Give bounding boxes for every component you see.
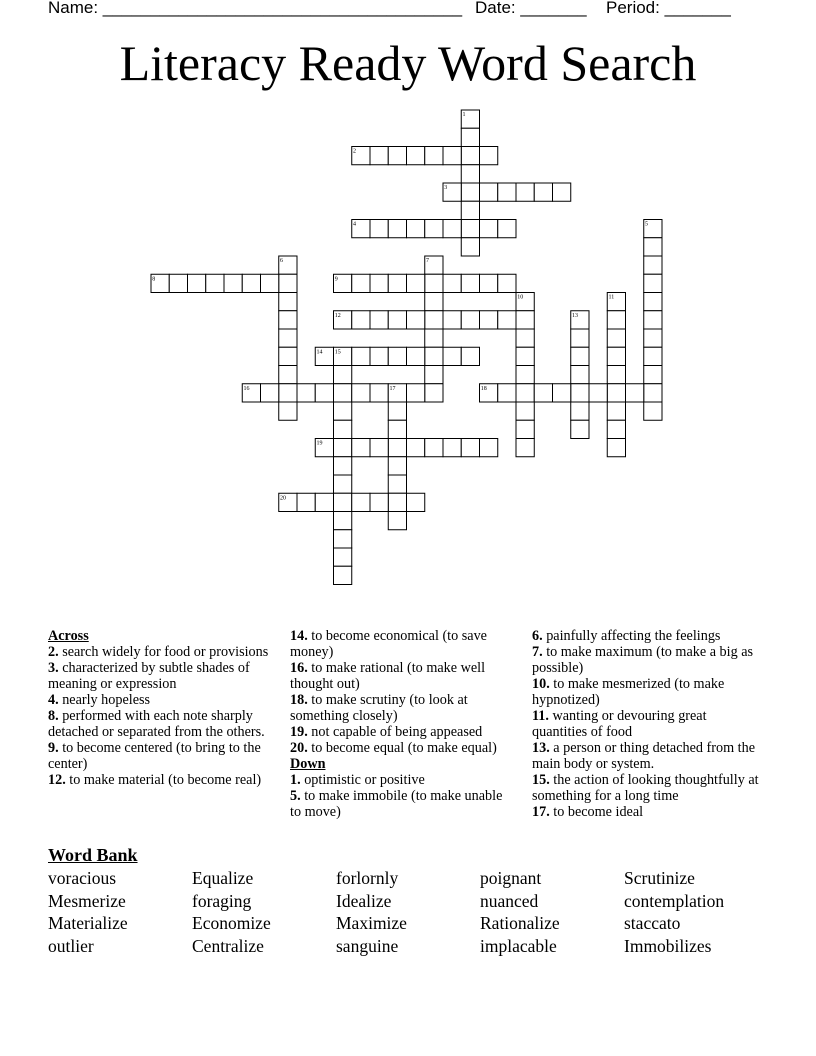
crossword-cell[interactable]	[644, 256, 662, 274]
clue-number-label: 8	[152, 276, 156, 283]
crossword-cell[interactable]	[461, 128, 479, 146]
clue-number: 19.	[290, 724, 308, 740]
crossword-cell[interactable]	[261, 274, 279, 292]
crossword-cell[interactable]	[388, 420, 406, 438]
period-field[interactable]: Period: _______	[606, 0, 731, 17]
crossword-cell[interactable]	[370, 311, 388, 329]
crossword-cell[interactable]	[370, 384, 388, 402]
down-clue	[532, 676, 762, 708]
clue-text: search widely for food or provisions	[58, 644, 269, 660]
down-clue	[532, 644, 762, 676]
clue-text: a person or thing detached from the main body or system.	[532, 740, 755, 772]
crossword-cell[interactable]	[607, 311, 625, 329]
crossword-cell[interactable]	[334, 402, 352, 420]
crossword-cell[interactable]	[644, 366, 662, 384]
clues-col2	[290, 628, 515, 820]
crossword-cell[interactable]	[334, 548, 352, 566]
crossword-cell[interactable]	[242, 274, 260, 292]
clue-number-label: 15	[334, 349, 341, 356]
crossword-cell[interactable]	[315, 493, 333, 511]
crossword-cell[interactable]	[443, 147, 461, 165]
crossword-cell[interactable]	[461, 439, 479, 457]
crossword-cell[interactable]	[516, 329, 534, 347]
word-bank-item: sanguine	[336, 935, 399, 956]
clue-number-label: 10	[517, 294, 524, 301]
clue-text: not capable of being appeased	[307, 724, 483, 740]
crossword-cell[interactable]	[571, 384, 589, 402]
crossword-cell[interactable]	[607, 384, 625, 402]
across-clue	[48, 708, 288, 740]
crossword-cell[interactable]	[498, 384, 516, 402]
clue-number-label: 2	[352, 148, 356, 155]
clue-number-label: 13	[571, 312, 578, 319]
clue-number: 6.	[532, 628, 543, 644]
crossword-cell[interactable]	[461, 347, 479, 365]
crossword-cell[interactable]	[516, 347, 534, 365]
crossword-cell[interactable]	[644, 347, 662, 365]
crossword-cell[interactable]	[516, 384, 534, 402]
crossword-cell[interactable]	[279, 366, 297, 384]
across-clue	[290, 628, 515, 660]
crossword-cell[interactable]	[571, 420, 589, 438]
clue-text: to make material (to become real)	[65, 772, 262, 788]
crossword-cell[interactable]	[388, 311, 406, 329]
crossword-cell[interactable]	[388, 512, 406, 530]
crossword-cell[interactable]	[388, 347, 406, 365]
crossword-cell[interactable]	[589, 384, 607, 402]
clue-text: to become ideal	[549, 804, 644, 820]
crossword-cell[interactable]	[279, 311, 297, 329]
crossword-cell[interactable]	[571, 347, 589, 365]
crossword-cell[interactable]	[516, 183, 534, 201]
crossword-cell[interactable]	[534, 183, 552, 201]
crossword-cell[interactable]	[461, 201, 479, 219]
crossword-cell[interactable]	[480, 274, 498, 292]
crossword-cell[interactable]	[498, 311, 516, 329]
clue-number-label: 7	[425, 258, 429, 264]
crossword-cell[interactable]	[644, 274, 662, 292]
across-clue	[48, 772, 288, 788]
clue-text: performed with each note sharply detached or separated from the others.	[48, 708, 265, 740]
crossword-cell[interactable]	[571, 366, 589, 384]
crossword-cell[interactable]	[407, 384, 425, 402]
crossword-cell[interactable]	[188, 274, 206, 292]
crossword-cell[interactable]	[370, 220, 388, 238]
crossword-cell[interactable]	[388, 220, 406, 238]
crossword-cell[interactable]	[607, 420, 625, 438]
across-clues-col1	[48, 628, 288, 788]
clue-text: to make maximum (to make a big as possible)	[532, 644, 754, 676]
crossword-cell[interactable]	[607, 366, 625, 384]
clue-number: 20.	[290, 740, 308, 756]
word-bank-item: Economize	[192, 913, 271, 933]
crossword-cell[interactable]	[644, 384, 662, 402]
crossword-cell[interactable]	[297, 493, 315, 511]
crossword-cell[interactable]	[516, 366, 534, 384]
word-bank-item: implacable	[480, 935, 557, 956]
crossword-cell[interactable]	[644, 311, 662, 329]
crossword-cell[interactable]	[334, 384, 352, 402]
crossword-cell[interactable]	[516, 420, 534, 438]
crossword-cell[interactable]	[425, 366, 443, 384]
clue-number-label: 1	[462, 112, 466, 118]
crossword-cell[interactable]	[461, 183, 479, 201]
word-bank-item: Scrutinize	[624, 868, 695, 888]
clue-text: characterized by subtle shades of meaning or expression	[48, 660, 250, 692]
clue-text: to make immobile (to make unable to move)	[290, 788, 503, 820]
crossword-cell[interactable]	[334, 530, 352, 548]
crossword-cell[interactable]	[425, 439, 443, 457]
down-clue	[532, 628, 762, 644]
clue-text: to become economical (to save money)	[290, 628, 487, 660]
across-clue	[48, 644, 288, 660]
crossword-cell[interactable]	[388, 493, 406, 511]
crossword-cell[interactable]	[315, 384, 333, 402]
clue-number-label: 19	[316, 440, 323, 447]
crossword-cell[interactable]	[352, 311, 370, 329]
word-bank-item: Equalize	[192, 868, 254, 888]
crossword-cell[interactable]	[352, 274, 370, 292]
crossword-cell[interactable]	[461, 311, 479, 329]
crossword-cell[interactable]	[498, 274, 516, 292]
word-bank-item: poignant	[480, 868, 542, 888]
crossword-cell[interactable]	[480, 439, 498, 457]
crossword-cell[interactable]	[352, 493, 370, 511]
crossword-cell[interactable]	[334, 439, 352, 457]
crossword-cell[interactable]	[516, 439, 534, 457]
word-bank-item: Rationalize	[480, 913, 560, 933]
clue-number: 11.	[532, 708, 549, 724]
clue-number: 17.	[532, 804, 550, 820]
crossword-cell[interactable]	[443, 439, 461, 457]
clue-text: to become centered (to bring to the center)	[48, 740, 261, 772]
crossword-cell[interactable]	[279, 402, 297, 420]
clue-text: nearly hopeless	[58, 692, 151, 708]
word-bank-item: Maximize	[336, 913, 407, 933]
clue-text: to make rational (to make well thought out)	[290, 660, 486, 692]
word-bank-item: voracious	[48, 868, 117, 888]
crossword-cell[interactable]	[425, 384, 443, 402]
crossword-cell[interactable]	[607, 402, 625, 420]
crossword-cell[interactable]	[279, 274, 297, 292]
across-clue	[48, 660, 288, 692]
word-bank-item: Immobilizes	[624, 935, 712, 956]
crossword-cell[interactable]	[297, 384, 315, 402]
crossword-cell[interactable]	[279, 293, 297, 311]
crossword-cell[interactable]	[443, 274, 461, 292]
down-clue	[532, 772, 762, 804]
clue-number: 16.	[290, 660, 308, 676]
clue-number: 9.	[48, 740, 59, 756]
word-bank-item: Centralize	[192, 935, 264, 956]
word-bank-item: contemplation	[624, 890, 725, 911]
crossword-cell[interactable]	[407, 493, 425, 511]
crossword-cell[interactable]	[388, 274, 406, 292]
crossword-cell[interactable]	[334, 420, 352, 438]
crossword-cell[interactable]	[498, 220, 516, 238]
clue-number: 1.	[290, 772, 301, 788]
crossword-cell[interactable]	[443, 347, 461, 365]
clue-text: optimistic or positive	[300, 772, 425, 788]
crossword-cell[interactable]	[334, 366, 352, 384]
crossword-cell[interactable]	[480, 220, 498, 238]
word-bank-item: foraging	[192, 890, 252, 911]
crossword-cell[interactable]	[571, 402, 589, 420]
crossword-cell[interactable]	[516, 402, 534, 420]
clue-number: 7.	[532, 644, 543, 660]
down-clues-col3	[532, 628, 762, 820]
crossword-cell[interactable]	[261, 384, 279, 402]
clue-number: 10.	[532, 676, 550, 692]
word-bank-item: outlier	[48, 935, 94, 956]
crossword-cell[interactable]	[407, 147, 425, 165]
crossword-cell[interactable]	[461, 165, 479, 183]
crossword-cell[interactable]	[370, 274, 388, 292]
word-bank-item: nuanced	[480, 890, 539, 911]
crossword-cell[interactable]	[480, 311, 498, 329]
down-clue	[290, 788, 515, 820]
crossword-cell[interactable]	[516, 311, 534, 329]
across-clue	[290, 740, 515, 756]
crossword-cell[interactable]	[352, 347, 370, 365]
crossword-cell[interactable]	[407, 220, 425, 238]
crossword-cell[interactable]	[425, 274, 443, 292]
crossword-cell[interactable]	[534, 384, 552, 402]
clue-number: 15.	[532, 772, 550, 788]
crossword-cell[interactable]	[370, 147, 388, 165]
crossword-cell[interactable]	[224, 274, 242, 292]
date-field[interactable]: Date: _______	[475, 0, 587, 17]
crossword-cell[interactable]	[443, 311, 461, 329]
crossword-cell[interactable]	[279, 329, 297, 347]
clue-number-label: 16	[243, 385, 250, 392]
crossword-cell[interactable]	[425, 311, 443, 329]
word-bank-item: staccato	[624, 913, 681, 933]
crossword-cell[interactable]	[644, 329, 662, 347]
clue-text: painfully affecting the feelings	[542, 628, 721, 644]
crossword-cell[interactable]	[461, 274, 479, 292]
clue-number-label: 11	[608, 294, 615, 301]
clue-number-label: 9	[334, 276, 338, 283]
crossword-cell[interactable]	[425, 147, 443, 165]
crossword-cell[interactable]	[425, 329, 443, 347]
crossword-cell[interactable]	[334, 566, 352, 584]
word-bank-item: Idealize	[336, 890, 392, 911]
crossword-cell[interactable]	[644, 293, 662, 311]
crossword-cell[interactable]	[169, 274, 187, 292]
down-clue	[532, 804, 762, 820]
down-heading: Down	[290, 756, 326, 772]
crossword-cell[interactable]	[626, 384, 644, 402]
clue-number: 2.	[48, 644, 59, 660]
crossword-cell[interactable]	[352, 384, 370, 402]
crossword-cell[interactable]	[388, 475, 406, 493]
clue-text: to become equal (to make equal)	[307, 740, 497, 756]
crossword-cell[interactable]	[644, 402, 662, 420]
clue-number-label: 12	[334, 312, 341, 319]
crossword-cell[interactable]	[407, 347, 425, 365]
crossword-cell[interactable]	[425, 220, 443, 238]
clue-number-label: 17	[389, 385, 396, 392]
word-bank-item: Materialize	[48, 913, 128, 933]
clue-text: the action of looking thoughtfully at something for a long time	[532, 772, 759, 804]
clue-number: 5.	[290, 788, 301, 804]
crossword-cell[interactable]	[334, 457, 352, 475]
crossword-cell[interactable]	[607, 329, 625, 347]
crossword-cell[interactable]	[461, 147, 479, 165]
crossword-cell[interactable]	[407, 439, 425, 457]
clue-number-label: 20	[279, 495, 286, 502]
name-field[interactable]: Name: ______________________________________	[48, 0, 463, 17]
across-clue	[290, 692, 515, 724]
crossword-cell[interactable]	[571, 329, 589, 347]
crossword-cell[interactable]	[553, 183, 571, 201]
crossword-cell[interactable]	[370, 439, 388, 457]
clue-number: 4.	[48, 692, 59, 708]
crossword-cell[interactable]	[206, 274, 224, 292]
down-clue	[532, 740, 762, 772]
crossword-cell[interactable]	[425, 347, 443, 365]
crossword-cell[interactable]	[443, 220, 461, 238]
crossword-cell[interactable]	[407, 274, 425, 292]
across-clue	[290, 660, 515, 692]
crossword-cell[interactable]	[334, 512, 352, 530]
crossword-cell[interactable]	[388, 402, 406, 420]
crossword-cell[interactable]	[425, 293, 443, 311]
clue-number-label: 14	[316, 349, 323, 356]
clue-number-label: 5	[644, 221, 648, 228]
crossword-cell[interactable]	[407, 311, 425, 329]
crossword-cell[interactable]	[334, 475, 352, 493]
crossword-cell[interactable]	[388, 457, 406, 475]
crossword-cell[interactable]	[607, 347, 625, 365]
across-clue	[290, 724, 515, 740]
crossword-cell[interactable]	[370, 493, 388, 511]
crossword-cell[interactable]	[388, 147, 406, 165]
across-clue	[48, 692, 288, 708]
word-bank-title: Word Bank	[48, 845, 138, 865]
clue-number: 18.	[290, 692, 308, 708]
clue-number: 3.	[48, 660, 59, 676]
down-clue	[532, 708, 762, 740]
page-title: Literacy Ready Word Search	[119, 35, 697, 91]
clue-number: 8.	[48, 708, 59, 724]
crossword-cell[interactable]	[480, 183, 498, 201]
clue-number: 12.	[48, 772, 66, 788]
crossword-cell[interactable]	[461, 238, 479, 256]
clue-number-label: 6	[279, 258, 283, 264]
clue-text: to make scrutiny (to look at something closely)	[290, 692, 468, 724]
crossword-cell[interactable]	[644, 238, 662, 256]
crossword-cell[interactable]	[553, 384, 571, 402]
crossword-cell[interactable]	[461, 220, 479, 238]
clue-number-label: 3	[444, 185, 448, 191]
clue-number: 13.	[532, 740, 550, 756]
across-heading: Across	[48, 628, 89, 644]
clue-number-label: 18	[480, 385, 487, 392]
crossword-cell[interactable]	[279, 347, 297, 365]
clue-text: wanting or devouring great quantities of food	[532, 708, 707, 740]
word-bank-item: forlornly	[336, 868, 399, 888]
crossword-cell[interactable]	[607, 439, 625, 457]
crossword-cell[interactable]	[370, 347, 388, 365]
crossword-cell[interactable]	[480, 147, 498, 165]
word-bank-item: Mesmerize	[48, 890, 126, 911]
crossword-cell[interactable]	[334, 493, 352, 511]
crossword-cell[interactable]	[352, 439, 370, 457]
clue-text: to make mesmerized (to make hypnotized)	[532, 676, 725, 708]
crossword-cell[interactable]	[388, 439, 406, 457]
across-clue	[48, 740, 288, 772]
clue-number-label: 4	[352, 221, 356, 228]
crossword-cell[interactable]	[279, 384, 297, 402]
crossword-cell[interactable]	[498, 183, 516, 201]
clue-number: 14.	[290, 628, 308, 644]
down-clue	[290, 772, 515, 788]
